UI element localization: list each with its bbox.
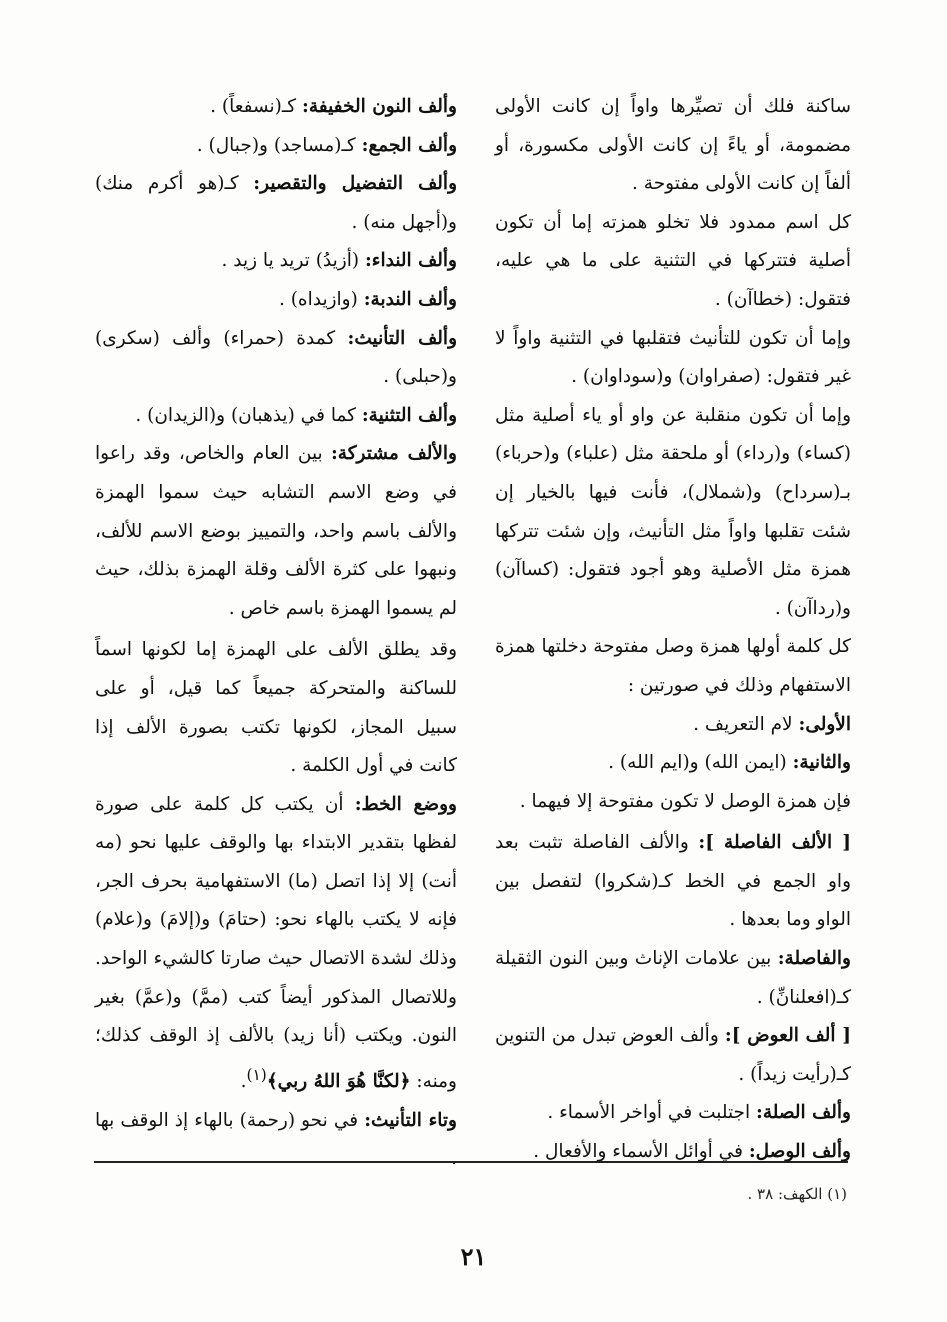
paragraph: والفاصلة: بين علامات الإناث وبين النون الثقيلة كـ(افعلنانِّ) .: [495, 948, 851, 1008]
left-column: [95, 88, 457, 1179]
paragraph: [ الألف الفاصلة ]: والألف الفاصلة تثبت بعد واو الجمع في الخط كـ(شكروا) لتفصل بين الواو وما بعدها .: [495, 832, 851, 931]
paragraph: الأولى: لام التعريف .: [693, 713, 851, 735]
paragraph: وألف التفضيل والتقصير: كـ(هو أكرم منك) و(أجهل منه) .: [95, 173, 457, 233]
page-number: ٢١: [460, 1242, 487, 1271]
paragraph: وإما أن تكون للتأنيث فتقلبها في التثنية واواً لا غير فتقول: (صفراوان) و(سوداوان) .: [495, 327, 851, 388]
paragraph: وألف الندبة: (وازيداه) .: [278, 288, 457, 310]
paragraph: وألف الصلة: اجتلبت في أواخر الأسماء .: [547, 1102, 851, 1124]
paragraph: وألف الجمع: كـ(مساجد) و(جبال) .: [196, 134, 457, 156]
footnote: (١) الكهف: ٣٨ .: [747, 1185, 847, 1203]
paragraph: كل اسم ممدود فلا تخلو همزته إما أن تكون أصلية فتتركها في التثنية على ما هي عليه، فتقول: (خطاآن) .: [495, 211, 851, 310]
paragraph: كل كلمة أولها همزة وصل مفتوحة دخلتها همزة الاستفهام وذلك في صورتين :: [495, 636, 851, 696]
paragraph: وألف التثنية: كما في (يذهبان) و(الزيدان) .: [135, 404, 457, 426]
paragraph: والألف مشتركة: بين العام والخاص، وقد راعوا في وضع الاسم التشابه حيث سموا الهمزة والألف باسم واحد، والتمييز بوضع الاسم للألف، ونبهوا على كثرة الألف وقلة الهمزة بذلك، حيث لم يسموا الهمزة باسم خاص .: [95, 443, 457, 619]
paragraph: والثانية: (ايمن الله) و(ايم الله) .: [608, 752, 851, 774]
footnote-divider: [94, 1161, 848, 1163]
paragraph: وإما أن تكون منقلبة عن واو أو ياء أصلية مثل (كساء) و(رداء) أو ملحقة مثل (علباء) و(حرباء) بـ(سرداح) و(شملال)، فأنت فيها بالخيار إن شئت تقلبها واواً مثل التأنيث، وإن شئت تتركها همزة مثل الأصلية وهو أجود فتقول: (كساآن) و(رداآن) .: [495, 404, 851, 619]
paragraph: فإن همزة الوصل لا تكون مفتوحة إلا فيهما .: [519, 790, 851, 812]
right-column: [495, 88, 851, 1172]
paragraph: وألف النون الخفيفة: كـ(نسفعاً) .: [210, 96, 457, 117]
quran-quote: ﴿لكنَّا هُوَ اللهُ ربي﴾: [266, 1071, 411, 1092]
paragraph: ووضع الخط: أن يكتب كل كلمة على صورة لفظها بتقدير الابتداء بها والوقف عليها نحو (مه أنت) إلا إذا اتصل (ما) الاستفهامية بحرف الجر، فإنه لا يكتب بالهاء نحو: (حتامَ) و(إلامَ) و(علام) وذلك لشدة الاتصال حيث صارتا كالشيء الواحد. وللاتصال المذكور أيضاً كتب (ممَّ) و(عمَّ) بغير النون. ويكتب (أنا زيد) بالألف إذ الوقف كذلك؛ ومنه: ﴿لكنَّا هُوَ اللهُ ربي﴾$^{(١)}$.: [95, 793, 457, 1092]
paragraph: وألف الوصل: في أوائل الأسماء والأفعال .: [533, 1141, 851, 1163]
paragraph: وقد يطلق الألف على الهمزة إما لكونها اسماً للساكنة والمتحركة جميعاً كما قيل، أو على سبيل المجاز، لكونها تكتب بصورة الألف إذا كانت في أول الكلمة .: [95, 639, 457, 777]
footnote-marker: (١): [246, 1065, 267, 1084]
paragraph: وتاء التأنيث: في نحو (رحمة) بالهاء إذ الوقف بها .: [95, 1109, 457, 1170]
paragraph: [ ألف العوض ]: وألف العوض تبدل من التنوين كـ(رأيت زيداً) .: [495, 1025, 851, 1085]
paragraph: وألف النداء: (أزيدُ) تريد يا زيد .: [221, 250, 457, 272]
paragraph: وألف التأنيث: كمدة (حمراء) وألف (سكرى) و(حبلى) .: [95, 327, 457, 388]
paragraph: ساكنة فلك أن تصيِّرها واواً إن كانت الأولى مضمومة، أو ياءً إن كانت الأولى مكسورة، أو ألفاً إن كانت الأولى مفتوحة .: [495, 96, 851, 195]
